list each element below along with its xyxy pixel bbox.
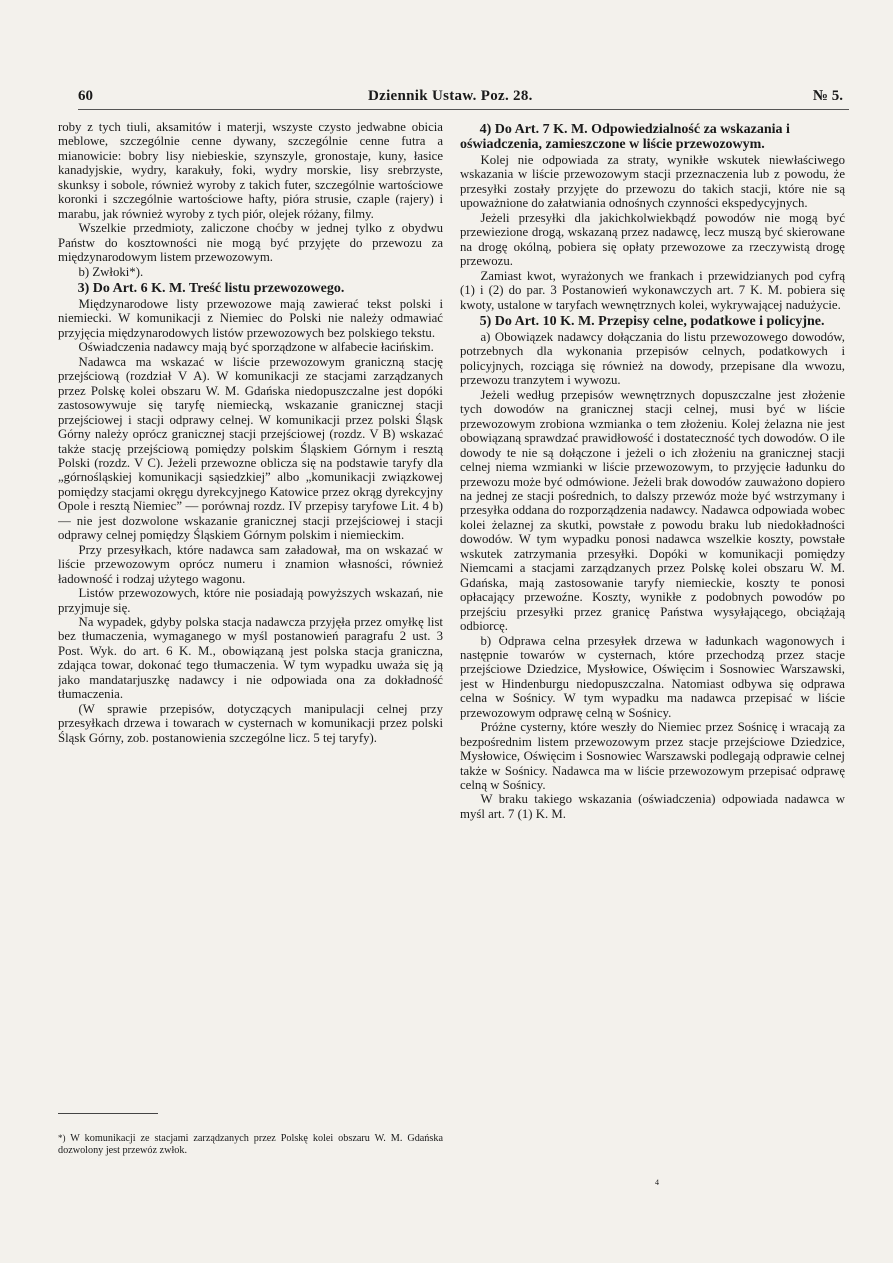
- paragraph: Próżne cysterny, które weszły do Niemiec przez Sośnicę i wracają za bezpośrednim listem przewozowym przez stacje przejściowe Dziedzice, Mysłowice, Oświęcim i Sosnowiec Warszawski podlegają odprawie celnej także w Sośnicy. Nadawca ma w liście przewozowym przepisać odprawę celną w Sośnicy.: [460, 720, 845, 793]
- paragraph: a) Obowiązek nadawcy dołączania do listu przewozowego dowodów, potrzebnych dla wykonania przepisów celnych, podatkowych i policyjnych, rozciąga się również na dowody, przepisane dla wwozu, przewozu tranzytem i wywozu.: [460, 329, 845, 388]
- footnote: [58, 1132, 443, 1157]
- section-heading: 5) Do Art. 10 K. M. Przepisy celne, podatkowe i policyjne.: [479, 313, 825, 329]
- page-header: [78, 86, 849, 110]
- paragraph: b) Odprawa celna przesyłek drzewa w ładunkach wagonowych i następnie towarów w cysternach, które przechodzą przez stacje przejściowe Dziedzice, Mysłowice, Oświęcim i Sosnowiec Warszawski, jest w Hindenburgu niedopuszczalna. Natomiast odbywa się odprawa celna w Sośnicy. W tym wypadku ma nadawca przepisać w liście przewozowym odprawę celną w Sośnicy.: [460, 633, 845, 720]
- signature-mark: 4: [655, 1178, 659, 1187]
- right-column: [460, 120, 845, 1167]
- paragraph: Międzynarodowe listy przewozowe mają zawierać tekst polski i niemiecki. W komunikacji z Niemiec do Polski nie należy odmawiać przyjęcia międzynarodowych listów przewozowych bez polskiego tekstu.: [58, 296, 443, 340]
- paragraph: Oświadczenia nadawcy mają być sporządzone w alfabecie łacińskim.: [78, 340, 434, 355]
- section-heading: 4) Do Art. 7 K. M. Odpowiedzialność za wskazania i oświadczenia, zamieszczone w liście przewozowym.: [460, 122, 790, 152]
- section-heading: 3) Do Art. 6 K. M. Treść listu przewozowego.: [77, 280, 345, 296]
- paragraph: Listów przewozowych, które nie posiadają powyższych wskazań, nie przyjmuje się.: [58, 586, 443, 615]
- paragraph: Kolej nie odpowiada za straty, wynikłe wskutek niewłaściwego wskazania w liście przewozowym stacji przeznaczenia lub z powodu, że przesyłki zostały przyjęte do przewozu do takich stacji, które nie są upoważnione do załatwiania odnośnych czynności ekspedycyjnych.: [460, 153, 845, 211]
- issue-number: № 5.: [812, 88, 843, 104]
- paragraph: Jeżeli według przepisów wewnętrznych dopuszczalne jest złożenie tych dowodów na granicznej stacji celnej, musi być w liście przewozowym zrobiona wzmianka o tem złożeniu. Kolej żelazna nie jest obowiązaną sprawdzać prawidłowość i dostateczność tych dowodów. O ile dowody te nie są dołączone i jeżeli o ich złożeniu na granicznej stacji celnej niema wzmianki w liście przewozowym, to przyjęcie ładunku do przewozu może być odmówione. Jeżeli brak dowodów zauważono dopiero na jednej ze stacji pośrednich, to dalszy przewóz może być wstrzymany i przesyłka oddana do rozporządzenia nadawcy. Nadawca odpowiada wobec kolei żelaznej za skutki, powstałe z powodu braku lub niedokładności dowodów. W tym wypadku ponosi nadawca wszelkie koszty, powstałe wskutek zatrzymania przesyłki. Dopóki w komunikacji pomiędzy Niemcami a stacjami zarządzanych przez Polskę kolei obszaru W. M. Gdańska, mają zastosowanie taryfy niemieckie, koszty te ponosi opłacający przewoźne. Koszty, wynikłe z podobnych powodów po przejściu przesyłki przez granicę Państwa wysyłającego, obciążają odbiorcę.: [460, 387, 845, 634]
- paragraph: Zamiast kwot, wyrażonych we frankach i przewidzianych pod cyfrą (1) i (2) do par. 3 Postanowień wykonawczych art. 7 K. M. pobiera się kwoty, ustalone w taryfach wewnętrznych kolei, wykrywającej nadużycie.: [460, 268, 845, 312]
- footnote-mark: *): [58, 1133, 66, 1143]
- footnote-text: W komunikacji ze stacjami zarządzanych przez Polskę kolei obszaru W. M. Gdańska dozwolony jest przewóz zwłok.: [58, 1133, 443, 1156]
- paragraph: Przy przesyłkach, które nadawca sam załadował, ma on wskazać w liście przewozowym oprócz numeru i znamion własności, również ładowność i rodzaj użytego wagonu.: [58, 542, 443, 586]
- left-column: [58, 120, 443, 1167]
- paragraph: b) Zwłoki*).: [78, 264, 144, 279]
- paragraph: Na wypadek, gdyby polska stacja nadawcza przyjęła przez omyłkę list bez tłumaczenia, wymaganego w myśl postanowień paragrafu 2 ust. 3 Post. Wyk. do art. 6 K. M., obowiązaną jest polska stacja graniczna, zdająca towar, dokonać tego tłumaczenia. W tym wypadku uważa się ją jako mandatarjuszkę nadawcy i nie odpowiada ona za dokładność tłumaczenia.: [58, 614, 443, 702]
- paragraph: roby z tych tiuli, aksamitów i materji, wszyste czysto jedwabne obicia meblowe, szczególnie cenne dywany, szczególnie cenne futra a mianowicie: bobry lisy niebieskie, szynszyle, gronostaje, kuny, łasice kanadyjskie, wydry, karakuły, foki, wydry morskie, lisy srebrzyste, skunksy i sobole, również wyroby z takich futer, szczególnie wartościowe koronki i szczególnie wartościowe hafty, pióra strusie, czaple (rajery) i marabu, jak również wyroby z tych piór, olejek różany, filmy.: [58, 120, 443, 221]
- page-number: 60: [78, 88, 93, 104]
- paragraph: W braku takiego wskazania (oświadczenia) odpowiada nadawca w myśl art. 7 (1) K. M.: [460, 792, 845, 821]
- paragraph: (W sprawie przepisów, dotyczących manipulacji celnej przy przesyłkach drzewa i towarach w cysternach w komunikacji przez polski Śląsk Górny, zob. postanowienia szczególne licz. 5 tej taryfy).: [58, 701, 443, 745]
- footnote-rule: [58, 1113, 158, 1114]
- header-rule: [78, 109, 849, 110]
- paragraph: Jeżeli przesyłki dla jakichkolwiekbądź powodów nie mogą być przewiezione drogą, wskazaną przez nadawcę, lecz muszą być skierowane na drogę okólną, pobiera się opłaty przewozowe za rzeczywistą drogę przewozu.: [460, 210, 845, 269]
- paragraph: Nadawca ma wskazać w liście przewozowym graniczną stację przejściową (rozdział V A). W komunikacji ze stacjami zarządzanych przez Polskę kolei obszaru W. M. Gdańska niedopuszczalne jest dopóki zastosowywuje się taryfę niemiecką, wskazanie granicznej stacji przejściowej i stacji odprawy celnej. W komunikacji przez polski Śląsk Górny należy oprócz granicznej stacji przejściowej (rozdz. V B) wskazać także stację przejściową pomiędzy polskim Śląskiem Górnym i resztą Polski (rozdz. V C). Jeżeli przewozne oblicza się na podstawie taryfy dla „górnośląskiej komunikacji sąsiedzkiej” albo „komunikacji związkowej pomiędzy stacjami okręgu dyrekcyjnego Katowice przez okrąg dyrekcyjny Opole i resztą Niemiec” — porównaj rozdz. IV przepisy taryfowe Lit. 4 b) — nie jest dozwolone wskazanie granicznej stacji przejściowej i stacji odprawy celnej pomiędzy Śląskiem Górnym polskim i niemieckim.: [58, 354, 443, 543]
- journal-title: Dziennik Ustaw. Poz. 28.: [368, 88, 533, 104]
- paragraph: Wszelkie przedmioty, zaliczone choćby w jednej tylko z obydwu Państw do kosztowności nie mogą być przyjęte do przewozu za międzynarodowym listem przewozowym.: [58, 221, 443, 265]
